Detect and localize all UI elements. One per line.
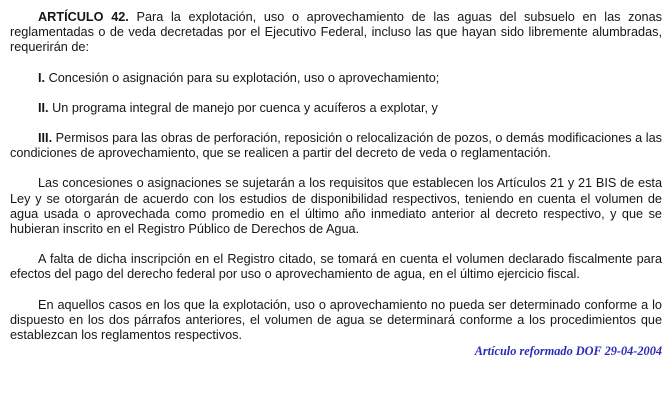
fraction-item-3 (10, 131, 662, 161)
fraction-label: I. (38, 70, 46, 85)
body-paragraph-text: En aquellos casos en los que la explotación, uso o aprovechamiento no pueda ser determinado conforme a lo dispuesto en los dos párrafos anteriores, el volumen de agua se determinará conforme a los procedimientos que establezcan los reglamentos respectivos. (10, 297, 662, 343)
fraction-text: Permisos para las obras de perforación, reposición o relocalización de pozos, o demás modificaciones a las condiciones de aprovechamiento, que se realicen a partir del decreto de veda o reglamentación. (10, 131, 662, 161)
body-paragraph (10, 176, 662, 237)
article-number-label: ARTÍCULO 42. (38, 10, 129, 24)
reform-note (10, 344, 662, 359)
fraction-text: Un programa integral de manejo por cuenca y acuíferos a explotar, y (52, 100, 438, 115)
fraction-item-1 (10, 71, 662, 86)
reform-note-text: Artículo reformado DOF 29-04-2004 (474, 344, 662, 359)
body-paragraph (10, 298, 662, 344)
body-paragraph-text: A falta de dicha inscripción en el Registro citado, se tomará en cuenta el volumen declarado fiscalmente para efectos del pago del derecho federal por uso o aprovechamiento de agua, en el último ejercicio fiscal. (10, 252, 662, 282)
body-paragraph-text: Las concesiones o asignaciones se sujetarán a los requisitos que establecen los Artículos 21 y 21 BIS de esta Ley y se otorgarán de acuerdo con los estudios de disponibilidad respectivos, teniendo en cuenta el volumen de agua usada o aprovechada como promedio en el último año inmediato anterior al decreto respectivo, y que se hubieran inscrito en el Registro Público de Derechos de Agua. (10, 176, 662, 237)
fraction-label: III. (38, 131, 53, 146)
article-text: Para la explotación, uso o aprovechamiento de las aguas del subsuelo en las zonas reglamentadas o de veda decretadas por el Ejecutivo Federal, incluso las que hayan sido libremente alumbradas, requerirán de: (10, 10, 662, 55)
fraction-text: Concesión o asignación para su explotación, uso o aprovechamiento; (48, 70, 440, 85)
article-paragraph (10, 10, 662, 56)
body-paragraph (10, 252, 662, 282)
fraction-item-2 (10, 101, 662, 116)
fraction-label: II. (38, 100, 49, 115)
